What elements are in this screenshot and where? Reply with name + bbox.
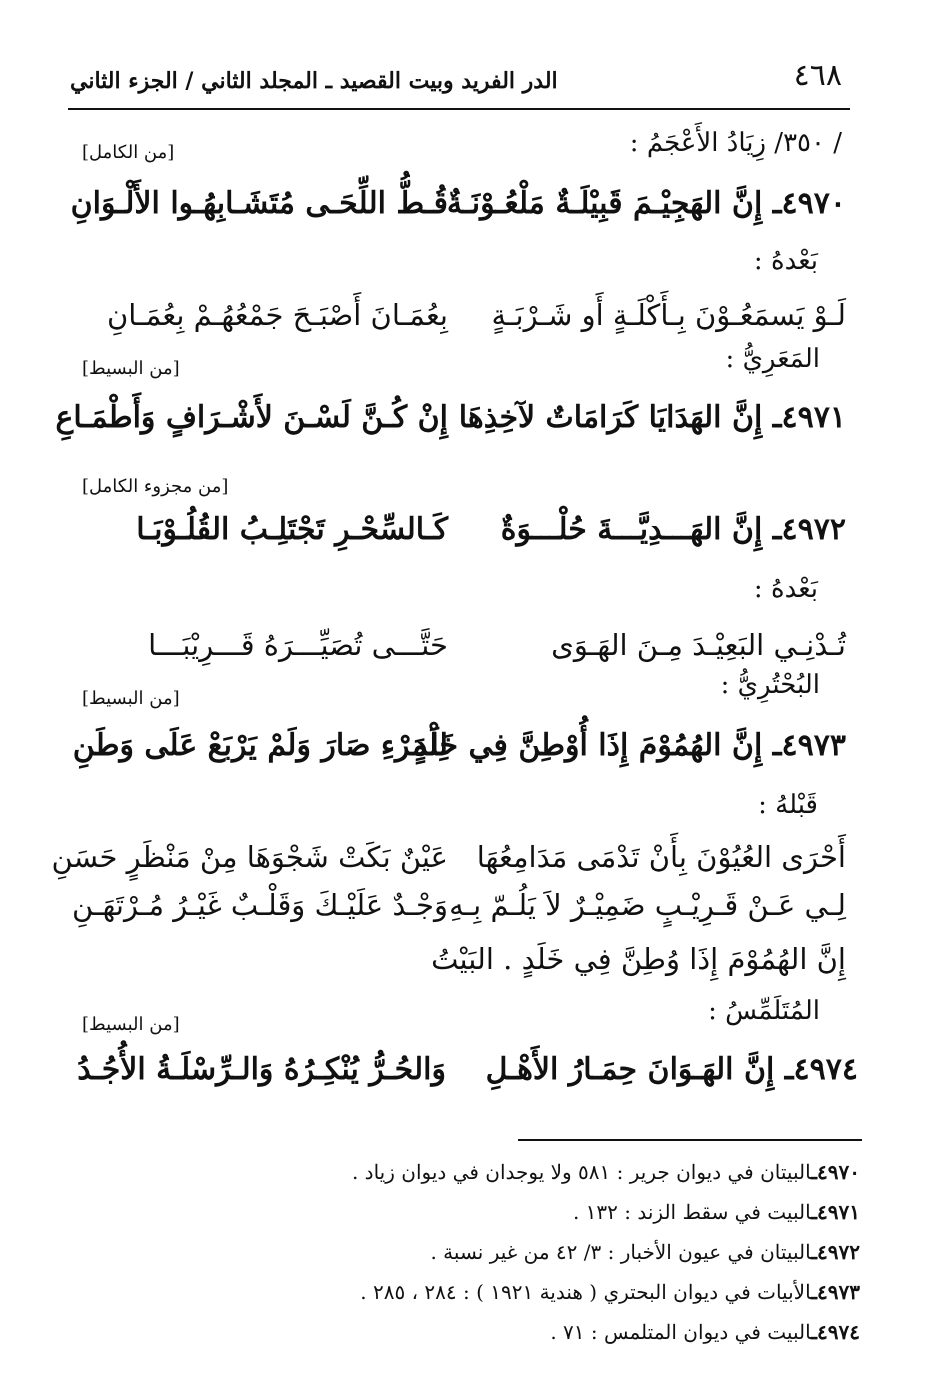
verse-4972-second-hemistich: كَـالسِّحْـرِ تَجْتَلِـبُ القُلُـوْبَـا [136, 512, 448, 547]
poet-name: البُحْتُرِيُّ : [720, 670, 820, 700]
footnote: ٤٩٧١ـالبيت في سقط الزند : ١٣٢ . [572, 1200, 860, 1224]
after-verse-first-hemistich: لَـوْ يَسمَعُـوْنَ بِـأَكْلَـةٍ أَو شَـرْبَـةٍ [491, 298, 846, 332]
verse-4974-second-hemistich: وَالحُـرُّ يُنْكِـرُهُ وَالـرِّسْلَـةُ الأُجُـدُ [77, 1052, 446, 1087]
running-title: الدر الفريد وبيت القصيد ـ المجلد الثاني / الجزء الثاني [70, 68, 558, 94]
footnote: ٤٩٧٣ـالأبيات في ديوان البحتري ( هندية ١٩٢١ ) : ٢٨٤ ، ٢٨٥ . [360, 1280, 860, 1304]
before-verse-2-first-hemistich: لِـي عَـنْ قَـرِيْـبٍ ضَمِيْـرٌ لاَ يَلُـمّ بِـهِ [449, 888, 846, 922]
footnote: ٤٩٧٠ـالبيتان في ديوان جرير : ٥٨١ ولا يوجدان في ديوان زياد . [351, 1160, 860, 1184]
before-label: قَبْلهُ : [758, 790, 818, 820]
after-verse-second-hemistich: بِعُمَـانَ أَصْبَـحَ جَمْعُهُـمْ بِعُمَـانِ [106, 298, 448, 332]
meter-label: [من البسيط] [82, 358, 180, 379]
section-title: / ٣٥٠/ زِيَادُ الأَعْجَمُ : [629, 128, 842, 158]
verse-4971-second-hemistich: إِنْ كُـنَّ لَسْـنَ لأَشْـرَافٍ وَأَطْمَـاعِ [55, 400, 448, 435]
verse-4970-first-hemistich: ٤٩٧٠ـ إِنَّ الهَجِيْـمَ قَبِيْلَـةٌ مَلْعُـوْنَـةٌ [446, 186, 846, 221]
before-verse-1-first-hemistich: أَحْرَى العُيُوْنَ بِأَنْ تَدْمَى مَدَامِعُهَا [476, 840, 846, 874]
meter-label: [من البسيط] [82, 688, 180, 709]
footnote: ٤٩٧٢ـالبيتان في عيون الأخبار : ٣/ ٤٢ من غير نسبة . [430, 1240, 860, 1264]
meter-label: [من الكامل] [82, 142, 175, 163]
verse-4973-second-hemistich: لِلْمَرْءِ صَارَ وَلَمْ يَرْبَعْ عَلَى وَطَنِ [72, 728, 448, 763]
verse-repeat-line: إِنَّ الهُمُوْمَ إِذَا وُطِنَّ فِي خَلَدٍ . البَيْتُ [431, 942, 846, 976]
after-label: بَعْدهُ : [753, 246, 818, 276]
after-verse-second-hemistich: حَتَّـــى تُصَيِّـــرَهُ قَـــرِيْبَـــا [148, 628, 448, 662]
before-verse-1-second-hemistich: عَيْنٌ بَكَتْ شَجْوَهَا مِنْ مَنْظَرٍ حَسَنِ [51, 840, 448, 874]
meter-label: [من مجزوء الكامل] [82, 476, 229, 497]
poet-name: المُتَلَمِّسُ : [708, 996, 820, 1026]
verse-4971-first-hemistich: ٤٩٧١ـ إِنَّ الهَدَايَا كَرَامَاتٌ لآخِذِهَا [458, 400, 846, 435]
verse-4970-second-hemistich: قُـطُّ اللِّحَـى مُتَشَـابِهُـوا الأَلْـوَانِ [70, 186, 448, 221]
before-verse-2-second-hemistich: وَجْـدٌ عَلَيْـكَ وَقَلْـبٌ غَيْـرُ مُـرْتَهَـنِ [71, 888, 448, 922]
verse-4974-first-hemistich: ٤٩٧٤ـ إِنَّ الهَـوَانَ حِمَـارُ الأَهْـلِ [485, 1052, 858, 1087]
verse-4973-first-hemistich: ٤٩٧٣ـ إِنَّ الهُمُوْمَ إِذَا أُوْطِنَّ فِي خَلَدٍ [413, 728, 846, 763]
footnote-rule [518, 1139, 862, 1141]
page-number: ٤٦٨ [793, 58, 842, 93]
poet-name: المَعَرِيُّ : [725, 344, 820, 374]
verse-4972-first-hemistich: ٤٩٧٢ـ إِنَّ الهَـــدِيَّـــةَ حُلْـــوَةٌ [500, 512, 846, 547]
footnote: ٤٩٧٤ـالبيت في ديوان المتلمس : ٧١ . [550, 1320, 860, 1344]
meter-label: [من البسيط] [82, 1014, 180, 1035]
header-rule [68, 108, 850, 110]
after-verse-first-hemistich: تُـدْنِـي البَعِيْـدَ مِـنَ الهَـوَى [551, 628, 846, 662]
after-label: بَعْدهُ : [753, 574, 818, 604]
